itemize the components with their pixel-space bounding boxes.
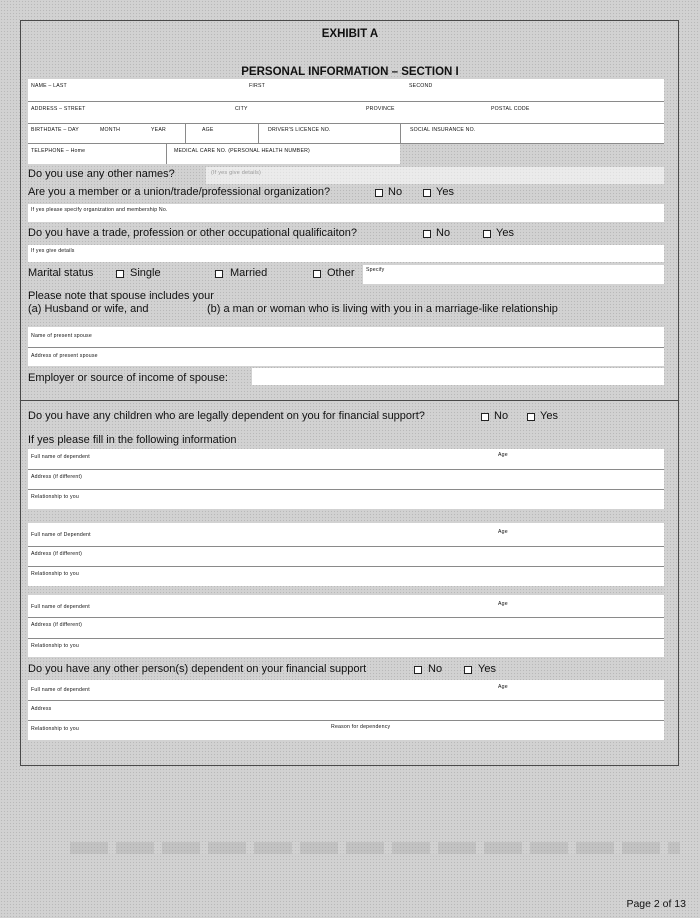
address-street-label: ADDRESS – STREET bbox=[31, 106, 86, 112]
other-names-question: Do you use any other names? bbox=[28, 168, 175, 180]
page-number: Page 2 of 13 bbox=[626, 898, 686, 910]
birthdate-row[interactable] bbox=[28, 124, 664, 143]
divider bbox=[166, 144, 167, 164]
other-dependent-address-label: Address bbox=[31, 706, 52, 712]
dependent-relationship-label: Relationship to you bbox=[31, 643, 79, 649]
other-names-input[interactable] bbox=[206, 167, 664, 184]
children-fill-instruction: If yes please fill in the following information bbox=[28, 434, 237, 446]
trade-hint: If yes give details bbox=[31, 248, 75, 254]
other-dependents-yes-label: Yes bbox=[478, 663, 496, 675]
dependent-age-label: Age bbox=[498, 452, 508, 458]
postal-code-label: POSTAL CODE bbox=[491, 106, 530, 112]
union-no-label: No bbox=[388, 186, 403, 198]
divider bbox=[28, 566, 664, 567]
telephone-row[interactable] bbox=[28, 144, 400, 164]
children-question: Do you have any children who are legally dependent on you for financial support? bbox=[28, 410, 425, 422]
other-dependent-block[interactable] bbox=[28, 680, 664, 740]
dependent-address-label: Address (if different) bbox=[31, 622, 83, 628]
dependent-address-label: Address (if different) bbox=[31, 551, 83, 557]
faint-bleed-through bbox=[70, 842, 680, 854]
medical-care-label: MEDICAL CARE NO. (PERSONAL HEALTH NUMBER) bbox=[174, 148, 310, 154]
divider bbox=[28, 617, 664, 618]
divider bbox=[28, 700, 664, 701]
other-dependent-relationship-label: Relationship to you bbox=[31, 726, 79, 732]
divider bbox=[28, 489, 664, 490]
divider bbox=[28, 720, 664, 721]
divider bbox=[185, 124, 186, 143]
divider bbox=[28, 469, 664, 470]
age-label: AGE bbox=[202, 127, 214, 133]
spouse-name-input[interactable] bbox=[28, 327, 664, 347]
trade-question: Do you have a trade, profession or other occupational qualificaiton? bbox=[28, 227, 357, 239]
marital-status-label: Marital status bbox=[28, 267, 94, 279]
divider bbox=[28, 546, 664, 547]
divider bbox=[400, 124, 401, 143]
children-no-checkbox[interactable] bbox=[481, 413, 489, 421]
dependent-name-label: Full name of dependent bbox=[31, 604, 90, 610]
married-checkbox[interactable] bbox=[215, 270, 223, 278]
name-last-label: NAME – LAST bbox=[31, 83, 67, 89]
trade-no-checkbox[interactable] bbox=[423, 230, 431, 238]
spouse-address-input[interactable] bbox=[28, 348, 664, 366]
other-dependents-no-checkbox[interactable] bbox=[414, 666, 422, 674]
month-label: MONTH bbox=[100, 127, 121, 133]
section-title: PERSONAL INFORMATION – SECTION I bbox=[241, 66, 459, 78]
spouse-employer-label: Employer or source of income of spouse: bbox=[28, 372, 228, 384]
children-yes-checkbox[interactable] bbox=[527, 413, 535, 421]
dependent-relationship-label: Relationship to you bbox=[31, 494, 79, 500]
other-dependent-name-label: Full name of dependent bbox=[31, 687, 90, 693]
spouse-note-line1: Please note that spouse includes your bbox=[28, 290, 214, 302]
other-dependent-age-label: Age bbox=[498, 684, 508, 690]
city-label: CITY bbox=[235, 106, 248, 112]
province-label: PROVINCE bbox=[366, 106, 395, 112]
divider bbox=[258, 124, 259, 143]
spouse-note-b: (b) a man or woman who is living with you in a marriage-like relationship bbox=[207, 303, 558, 315]
other-dependents-question: Do you have any other person(s) dependent on your financial support bbox=[28, 663, 367, 675]
union-question: Are you a member or a union/trade/professional organization? bbox=[28, 186, 331, 198]
spouse-name-label: Name of present spouse bbox=[31, 333, 92, 339]
children-no-label: No bbox=[494, 410, 509, 422]
dependent-block[interactable] bbox=[28, 523, 664, 586]
trade-yes-label: Yes bbox=[496, 227, 514, 239]
marital-specify-input[interactable] bbox=[363, 265, 664, 284]
union-yes-checkbox[interactable] bbox=[423, 189, 431, 197]
section-separator bbox=[20, 400, 679, 401]
dependent-address-label: Address (if different) bbox=[31, 474, 83, 480]
year-label: YEAR bbox=[151, 127, 166, 133]
dependent-name-label: Full name of Dependent bbox=[31, 532, 91, 538]
dependent-relationship-label: Relationship to you bbox=[31, 571, 79, 577]
trade-yes-checkbox[interactable] bbox=[483, 230, 491, 238]
dependent-age-label: Age bbox=[498, 601, 508, 607]
name-row[interactable] bbox=[28, 79, 664, 101]
dependency-reason-label: Reason for dependency bbox=[331, 724, 391, 730]
spouse-address-label: Address of present spouse bbox=[31, 353, 98, 359]
trade-no-label: No bbox=[436, 227, 451, 239]
union-yes-label: Yes bbox=[436, 186, 454, 198]
birthdate-day-label: BIRTHDATE – DAY bbox=[31, 127, 79, 133]
dependent-block[interactable] bbox=[28, 449, 664, 509]
single-checkbox[interactable] bbox=[116, 270, 124, 278]
trade-details-input[interactable] bbox=[28, 245, 664, 262]
union-no-checkbox[interactable] bbox=[375, 189, 383, 197]
children-yes-label: Yes bbox=[540, 410, 558, 422]
telephone-home-label: TELEPHONE – Home bbox=[31, 148, 86, 154]
spouse-employer-input[interactable] bbox=[252, 368, 664, 385]
dependent-block[interactable] bbox=[28, 595, 664, 657]
first-name-label: FIRST bbox=[249, 83, 265, 89]
dependent-name-label: Full name of dependent bbox=[31, 454, 90, 460]
married-label: Married bbox=[230, 267, 268, 279]
single-label: Single bbox=[130, 267, 161, 279]
other-dependents-yes-checkbox[interactable] bbox=[464, 666, 472, 674]
other-dependents-no-label: No bbox=[428, 663, 443, 675]
dependent-age-label: Age bbox=[498, 529, 508, 535]
specify-label: Specify bbox=[366, 267, 385, 273]
spouse-note-a: (a) Husband or wife, and bbox=[28, 303, 149, 315]
divider bbox=[28, 638, 664, 639]
drivers-licence-label: DRIVER'S LICENCE NO. bbox=[268, 127, 331, 133]
second-name-label: SECOND bbox=[409, 83, 433, 89]
other-checkbox[interactable] bbox=[313, 270, 321, 278]
social-insurance-label: SOCIAL INSURANCE NO. bbox=[410, 127, 476, 133]
exhibit-title: EXHIBIT A bbox=[321, 28, 379, 40]
union-hint: If yes please specify organization and membership No. bbox=[31, 207, 168, 213]
other-label: Other bbox=[327, 267, 355, 279]
address-row[interactable] bbox=[28, 102, 664, 123]
